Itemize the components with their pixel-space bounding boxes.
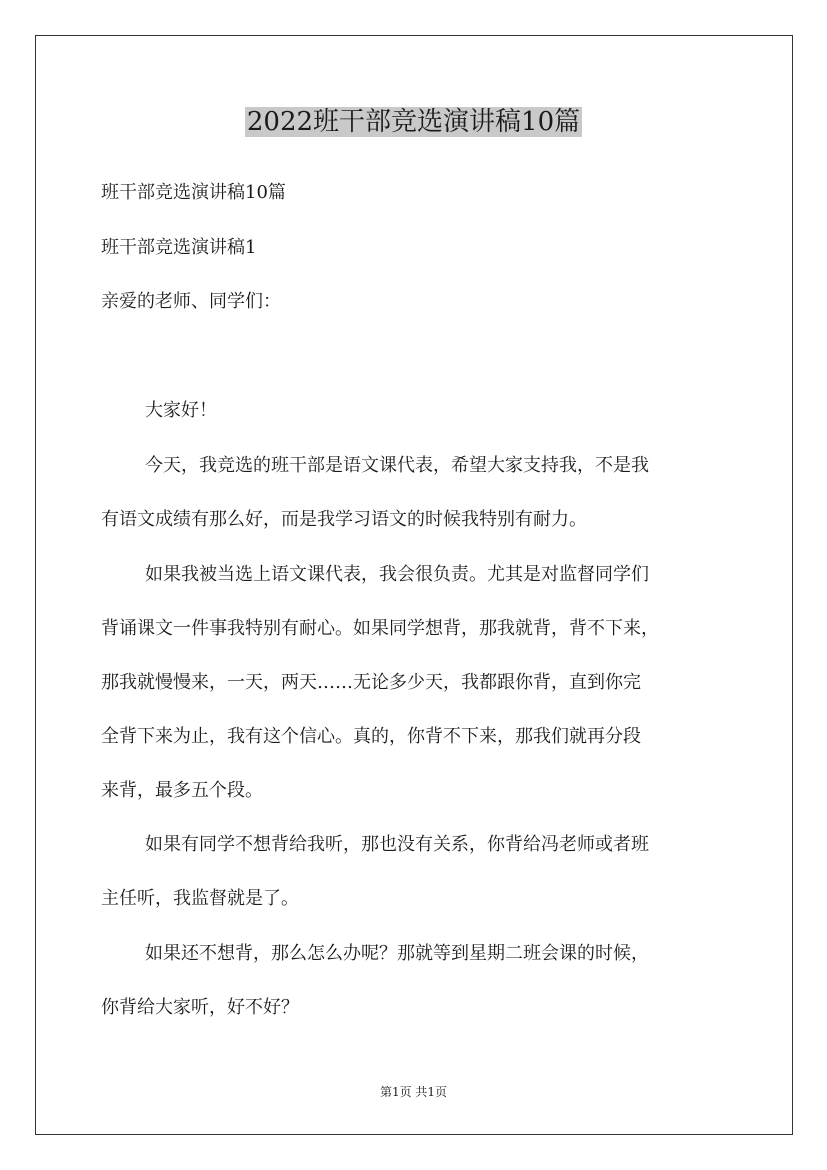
document-title [0, 102, 827, 142]
subtitle-line: 班干部竞选演讲稿10篇 [101, 182, 286, 203]
paragraph-line: 如果我被当选上语文课代表，我会很负责。尤其是对监督同学们 [145, 564, 649, 585]
section-heading: 班干部竞选演讲稿1 [101, 237, 257, 258]
document-title-text: 2022班干部竞选演讲稿10篇 [246, 107, 581, 137]
paragraph-line: 背诵课文一件事我特别有耐心。如果同学想背，那我就背，背不下来， [101, 618, 659, 639]
paragraph-line: 你背给大家听，好不好？ [101, 997, 299, 1018]
paragraph-line: 主任听，我监督就是了。 [101, 888, 299, 909]
paragraph-line: 如果有同学不想背给我听，那也没有关系，你背给冯老师或者班 [145, 834, 649, 855]
page-footer: 第1页 共1页 [379, 1085, 448, 1099]
paragraph-line: 那我就慢慢来，一天，两天……无论多少天，我都跟你背，直到你完 [101, 672, 641, 693]
paragraph-line: 来背，最多五个段。 [101, 780, 263, 801]
paragraph-line: 今天，我竞选的班干部是语文课代表，希望大家支持我，不是我 [145, 455, 649, 476]
paragraph-line: 如果还不想背，那么怎么办呢？那就等到星期二班会课的时候， [145, 943, 649, 964]
paragraph-line: 有语文成绩有那么好，而是我学习语文的时候我特别有耐力。 [101, 509, 587, 530]
salutation: 亲爱的老师、同学们： [101, 291, 281, 312]
greeting: 大家好！ [145, 400, 217, 421]
paragraph-line: 全背下来为止，我有这个信心。真的，你背不下来，那我们就再分段 [101, 726, 641, 747]
